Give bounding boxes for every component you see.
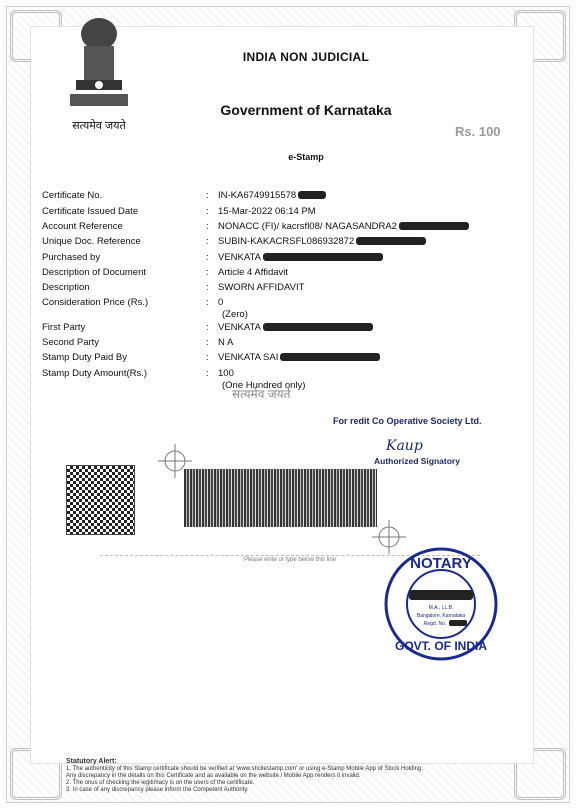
detail-row: Consideration Price (Rs.) : 0 (Zero) [42, 297, 248, 320]
barcode [184, 469, 377, 527]
notary-line-1: M.A., LL.B. [428, 605, 454, 611]
detail-label: Purchased by [42, 252, 101, 263]
detail-label: First Party [42, 322, 86, 333]
detail-row: Description of Document : Article 4 Affidavit [42, 267, 289, 278]
notary-line-3: Regd. No. [423, 621, 447, 627]
detail-value: NONACC (FI)/ kacrsfl08/ NAGASANDRA2 [218, 221, 469, 232]
detail-row: Account Reference : NONACC (FI)/ kacrsfl08/ NAGASANDRA2 [42, 221, 482, 235]
notary-line-2: Bangalore, Karnataka [416, 613, 466, 619]
detail-row: Stamp Duty Amount(Rs.) : 100 (One Hundred only) [42, 368, 306, 391]
detail-row: Unique Doc. Reference : SUBIN-KAKACRSFL086932872 [42, 236, 482, 250]
detail-label: Certificate Issued Date [42, 206, 139, 217]
detail-label: Stamp Duty Amount(Rs.) [42, 368, 148, 379]
alert-title: Statutory Alert: [66, 758, 117, 765]
watermark-motto: सत्यमेव जयते [232, 387, 291, 401]
emblem-motto: सत्यमेव जयते [72, 120, 126, 132]
title-india-non-judicial: INDIA NON JUDICIAL [242, 50, 370, 64]
detail-value: VENKATA [218, 252, 383, 263]
detail-label: Certificate No. [42, 190, 103, 201]
detail-row: Certificate Issued Date : 15-Mar-2022 06:14 PM [42, 206, 316, 217]
detail-label: Description of Document [42, 267, 147, 278]
detail-value: 100 [218, 368, 234, 379]
write-line-label: Please write or type below this line [210, 557, 370, 563]
issuer-line: For redit Co Operative Society Ltd. [333, 416, 482, 426]
notary-bottom-text: GOVT. OF INDIA [394, 639, 488, 653]
detail-value: 15-Mar-2022 06:14 PM [218, 206, 316, 217]
notary-seal [383, 546, 499, 662]
alert-line: 2. The onus of checking the legitimacy is on the users of the certificate. [66, 780, 255, 786]
detail-value: SUBIN-KAKACRSFL086932872 [218, 236, 426, 247]
title-government: Government of Karnataka [220, 102, 392, 118]
alert-line: Any discrepancy in the details on this Certificate and as available on the website / Mobile App renders it invalid. [66, 773, 361, 779]
detail-value: SWORN AFFIDAVIT [218, 282, 305, 293]
detail-subvalue: (Zero) [222, 309, 248, 320]
detail-label: Account Reference [42, 221, 123, 232]
denomination: Rs. 100 [455, 124, 501, 139]
detail-label: Description [42, 282, 90, 293]
detail-row: Description : SWORN AFFIDAVIT [42, 282, 305, 293]
detail-value: VENKATA SAI [218, 352, 380, 363]
detail-label: Stamp Duty Paid By [42, 352, 128, 363]
statutory-alert [66, 758, 486, 794]
detail-value: VENKATA [218, 322, 373, 333]
detail-value: 0 [218, 297, 224, 308]
signature: Kaup [386, 438, 423, 454]
alert-line: 1. The authenticity of this Stamp certificate should be verified at 'www.shcilestamp.com' or using e-Stamp Mobile App of Stock Holding. [66, 766, 424, 772]
title-e-stamp: e-Stamp [288, 152, 324, 162]
ashoka-emblem-icon [62, 12, 136, 116]
detail-row: Stamp Duty Paid By : VENKATA SAI [42, 352, 482, 366]
detail-value: Article 4 Affidavit [218, 267, 289, 278]
detail-label: Unique Doc. Reference [42, 236, 141, 247]
notary-top-text: NOTARY [410, 555, 472, 572]
detail-row: Purchased by : VENKATA [42, 252, 482, 266]
detail-row: First Party : VENKATA [42, 322, 482, 336]
qr-code [66, 465, 135, 535]
authorized-signatory: Authorized Signatory [374, 456, 460, 466]
detail-label: Second Party [42, 337, 100, 348]
detail-label: Consideration Price (Rs.) [42, 297, 149, 308]
detail-row: Certificate No. : IN-KA6749915578 [42, 190, 482, 204]
alert-line: 3. In case of any discrepancy please inform the Competent Authority. [66, 787, 249, 793]
detail-value: IN-KA6749915578 [218, 190, 326, 201]
detail-value: N A [218, 337, 234, 348]
detail-row: Second Party : N A [42, 337, 234, 348]
detail-subvalue: (One Hundred only) [222, 380, 306, 391]
